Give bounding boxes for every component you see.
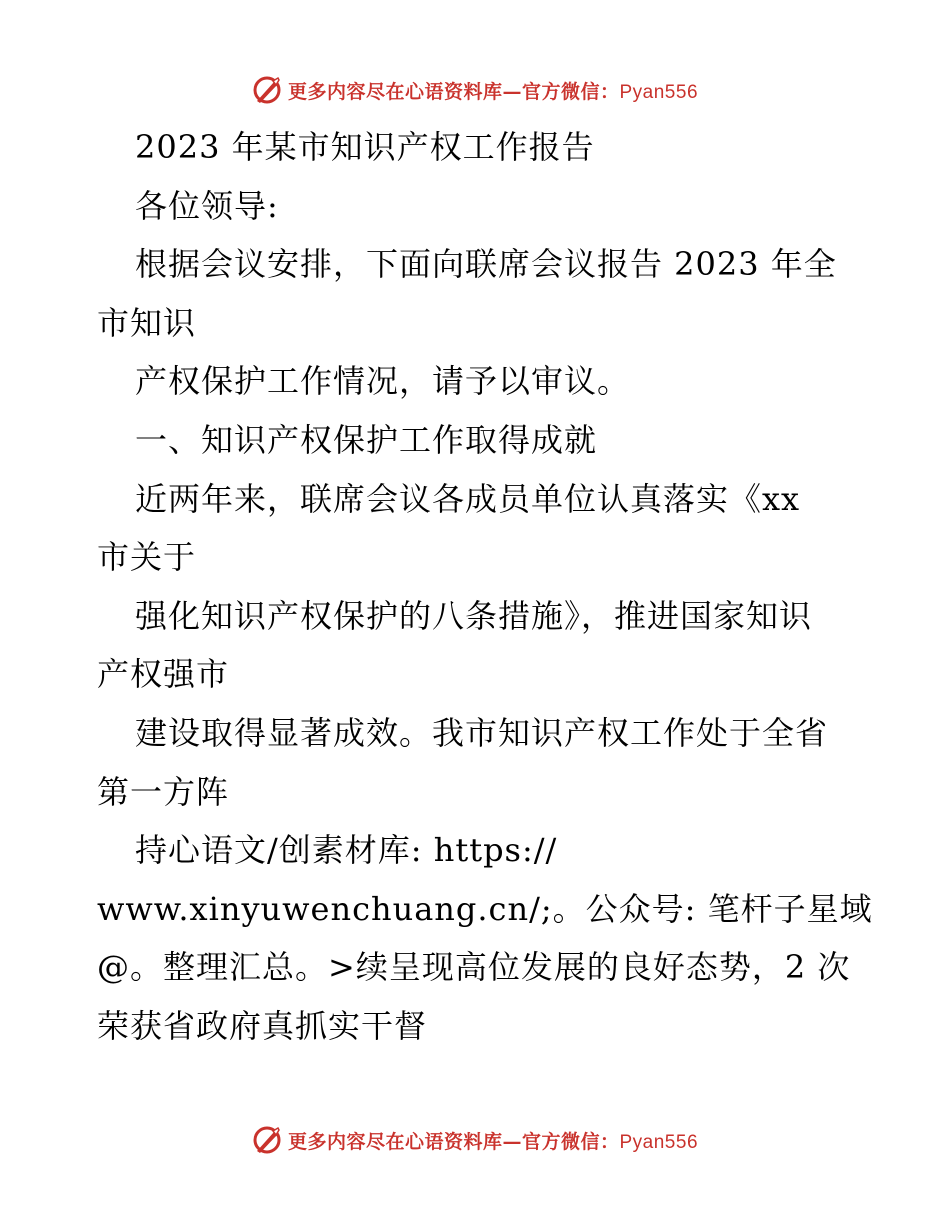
header-watermark-banner	[0, 70, 950, 110]
paragraph-line: @。整理汇总。>续呈现高位发展的良好态势，2 次	[97, 948, 851, 987]
paragraph-line: 根据会议安排，下面向联席会议报告 2023 年全	[135, 245, 837, 284]
paragraph-line: 强化知识产权保护的八条措施》，推进国家知识	[135, 596, 813, 635]
pen-logo-icon	[252, 1125, 282, 1155]
paragraph-line: 近两年来，联席会议各成员单位认真落实《xx	[135, 479, 801, 518]
paragraph-line: 产权保护工作情况，请予以审议。	[135, 362, 631, 401]
paragraph-line: www.xinyuwenchuang.cn/;。公众号: 笔杆子星域	[97, 889, 873, 928]
paragraph-line: 持心语文/创素材库: https://	[135, 831, 558, 870]
salutation: 各位领导:	[135, 186, 279, 225]
wechat-id: Pyan556	[619, 1131, 699, 1153]
wechat-id: Pyan556	[619, 81, 699, 103]
footer-watermark-banner	[0, 1120, 950, 1160]
paragraph-line: 建设取得显著成效。我市知识产权工作处于全省	[135, 713, 829, 752]
paragraph-line: 荣获省政府真抓实干督	[97, 1006, 428, 1045]
paragraph-line: 第一方阵	[97, 772, 230, 811]
document-body	[97, 118, 873, 1056]
banner-text: 更多内容尽在心语资料库—官方微信：Pyan556	[287, 80, 699, 103]
section-heading: 一、知识产权保护工作取得成就	[135, 420, 598, 459]
paragraph-line: 市知识	[97, 303, 197, 342]
paragraph-line: 产权强市	[97, 655, 230, 694]
pen-logo-icon	[252, 75, 282, 105]
banner-text: 更多内容尽在心语资料库—官方微信：Pyan556	[287, 1130, 699, 1153]
paragraph-line: 市关于	[97, 538, 197, 577]
document-title: 2023 年某市知识产权工作报告	[135, 128, 595, 166]
